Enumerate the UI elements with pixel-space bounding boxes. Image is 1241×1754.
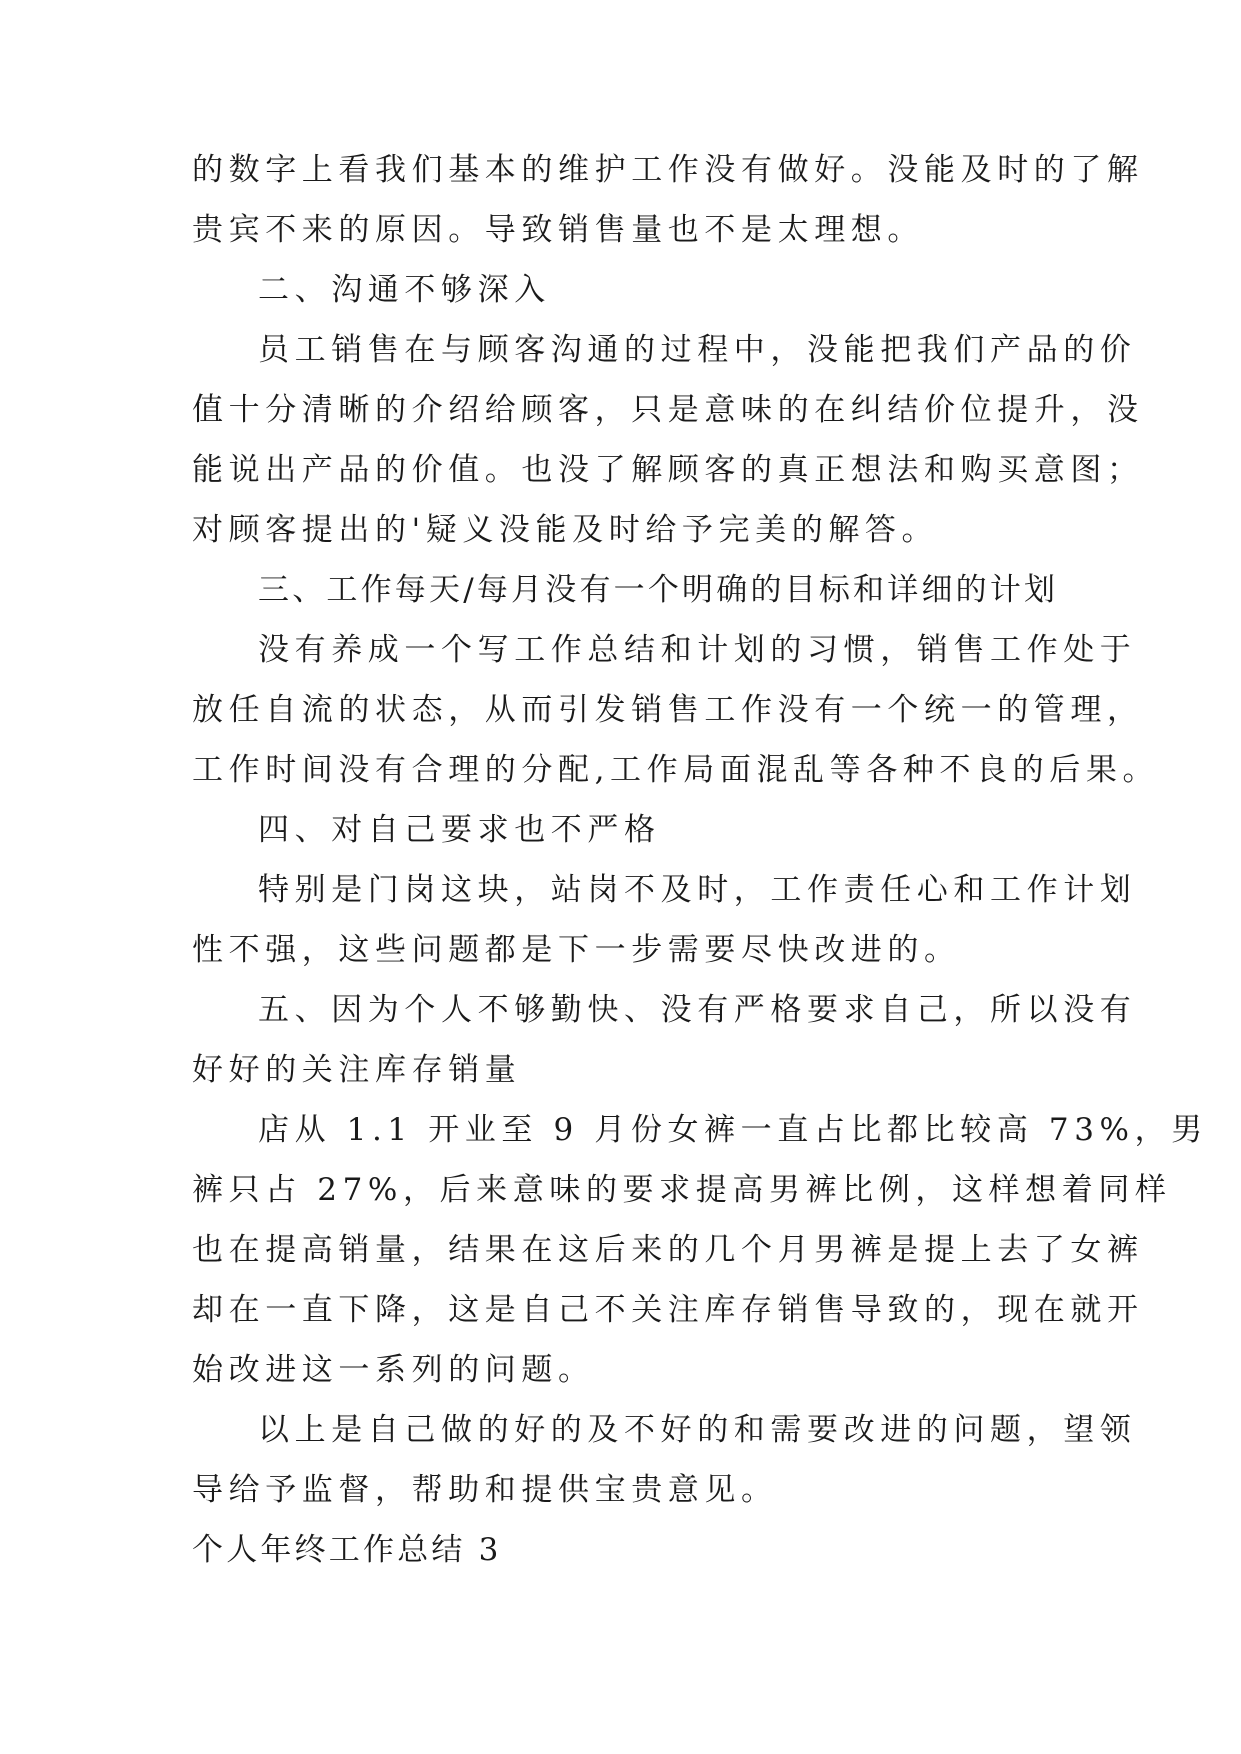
body-line: 值十分清晰的介绍给顾客，只是意味的在纠结价位提升，没 <box>192 392 1144 428</box>
body-line: 以上是自己做的好的及不好的和需要改进的问题，望领 <box>258 1412 1137 1448</box>
body-line: 能说出产品的价值。也没了解顾客的真正想法和购买意图； <box>192 452 1144 488</box>
body-line: 却在一直下降，这是自己不关注库存销售导致的，现在就开 <box>192 1292 1144 1328</box>
body-line: 放任自流的状态，从而引发销售工作没有一个统一的管理， <box>192 692 1144 728</box>
section-heading: 二、沟通不够深入 <box>258 272 551 308</box>
body-line: 特别是门岗这块，站岗不及时，工作责任心和工作计划 <box>258 872 1137 908</box>
section-heading: 好好的关注库存销量 <box>192 1052 522 1088</box>
body-line: 员工销售在与顾客沟通的过程中，没能把我们产品的价 <box>258 332 1137 368</box>
body-line: 也在提高销量，结果在这后来的几个月男裤是提上去了女裤 <box>192 1232 1144 1268</box>
body-line: 贵宾不来的原因。导致销售量也不是太理想。 <box>192 212 924 248</box>
body-line: 店从 1.1 开业至 9 月份女裤一直占比都比较高 73%，男 <box>258 1112 1208 1148</box>
body-line: 裤只占 27%，后来意味的要求提高男裤比例，这样想着同样 <box>192 1172 1172 1208</box>
section-heading: 五、因为个人不够勤快、没有严格要求自己，所以没有 <box>258 992 1137 1028</box>
body-line: 始改进这一系列的问题。 <box>192 1352 595 1388</box>
document-title: 个人年终工作总结 3 <box>192 1532 502 1568</box>
body-line: 没有养成一个写工作总结和计划的习惯，销售工作处于 <box>258 632 1137 668</box>
body-line: 性不强，这些问题都是下一步需要尽快改进的。 <box>192 932 961 968</box>
body-line: 对顾客提出的'疑义没能及时给予完美的解答。 <box>192 512 939 548</box>
body-line: 的数字上看我们基本的维护工作没有做好。没能及时的了解 <box>192 152 1144 188</box>
section-heading: 三、工作每天/每月没有一个明确的目标和详细的计划 <box>258 572 1059 608</box>
section-heading: 四、对自己要求也不严格 <box>258 812 661 848</box>
body-line: 导给予监督，帮助和提供宝贵意见。 <box>192 1472 778 1508</box>
body-line: 工作时间没有合理的分配,工作局面混乱等各种不良的后果。 <box>192 752 1160 788</box>
